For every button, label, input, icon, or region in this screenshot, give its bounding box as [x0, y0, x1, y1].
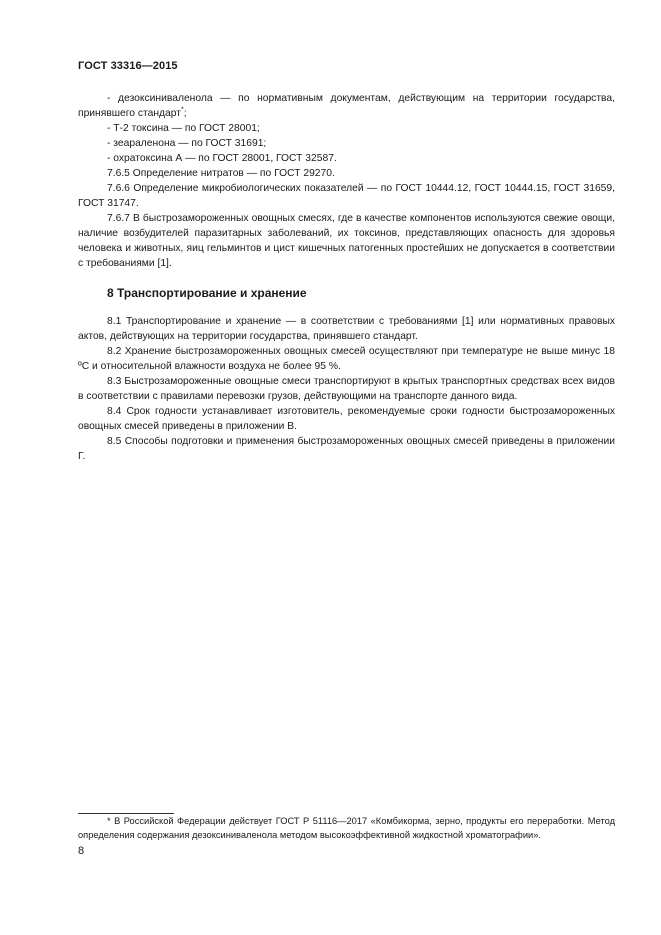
paragraph-zearalenone: - зеараленона — по ГОСТ 31691; — [107, 138, 267, 149]
paragraph-deoxynivalenol-end: ; — [183, 108, 187, 119]
paragraph-7-6-6: 7.6.6 Определение микробиологических показателей — по ГОСТ 10444.12, ГОСТ 10444.15, ГОСТ 31659, ГОСТ 31747. — [78, 183, 615, 209]
footnote-text: * В Российской Федерации действует ГОСТ Р 51116—2017 «Комбикорма, зерно, продукты его переработки. Метод определения содержания дезоксиниваленола методом высокоэффективной жидкостной хроматографии». — [78, 816, 615, 840]
section-8-title: 8 Транспортирование и хранение — [107, 286, 307, 300]
paragraph-8-3: 8.3 Быстрозамороженные овощные смеси транспортируют в крытых транспортных средствах всех видов в соответствии с правилами перевозки грузов, действующими на транспорте данного вида. — [78, 376, 615, 402]
paragraph-8-1: 8.1 Транспортирование и хранение — в соответствии с требованиями [1] или нормативных правовых актов, действующих на территории государства, принявшего стандарт. — [78, 316, 615, 342]
paragraph-deoxynivalenol-text: - дезоксиниваленола — по нормативным документам, действующим на территории государства, принявшего стандарт — [78, 93, 615, 119]
page-number: 8 — [78, 845, 85, 857]
page-body — [78, 91, 615, 464]
paragraph-ochratoxin: - охратоксина А — по ГОСТ 28001, ГОСТ 32587. — [107, 153, 337, 164]
paragraph-t2-toxin: - Т-2 токсина — по ГОСТ 28001; — [107, 123, 260, 134]
paragraph-deoxynivalenol — [78, 91, 615, 121]
paragraph-7-6-5: 7.6.5 Определение нитратов — по ГОСТ 29270. — [107, 168, 335, 179]
footnote-divider — [78, 813, 174, 814]
footnote-marker: * — [181, 106, 184, 114]
document-code-header: ГОСТ 33316—2015 — [78, 60, 178, 72]
paragraph-7-6-7: 7.6.7 В быстрозамороженных овощных смесях, где в качестве компонентов используются свежие овощи, наличие возбудителей паразитарных заболеваний, их токсинов, представляющих опасность для здоровья человека и животных, яиц гельминтов и цист кишечных патогенных простейших не допускается в соответствии с требованиями [1]. — [78, 213, 615, 269]
paragraph-8-4: 8.4 Срок годности устанавливает изготовитель, рекомендуемые сроки годности быстрозамороженных овощных смесей приведены в приложении В. — [78, 406, 615, 432]
paragraph-8-2: 8.2 Хранение быстрозамороженных овощных смесей осуществляют при температуре не выше минус 18 ºС и относительной влажности воздуха не более 95 %. — [78, 346, 615, 372]
paragraph-8-5: 8.5 Способы подготовки и применения быстрозамороженных овощных смесей приведены в приложении Г. — [78, 436, 615, 462]
